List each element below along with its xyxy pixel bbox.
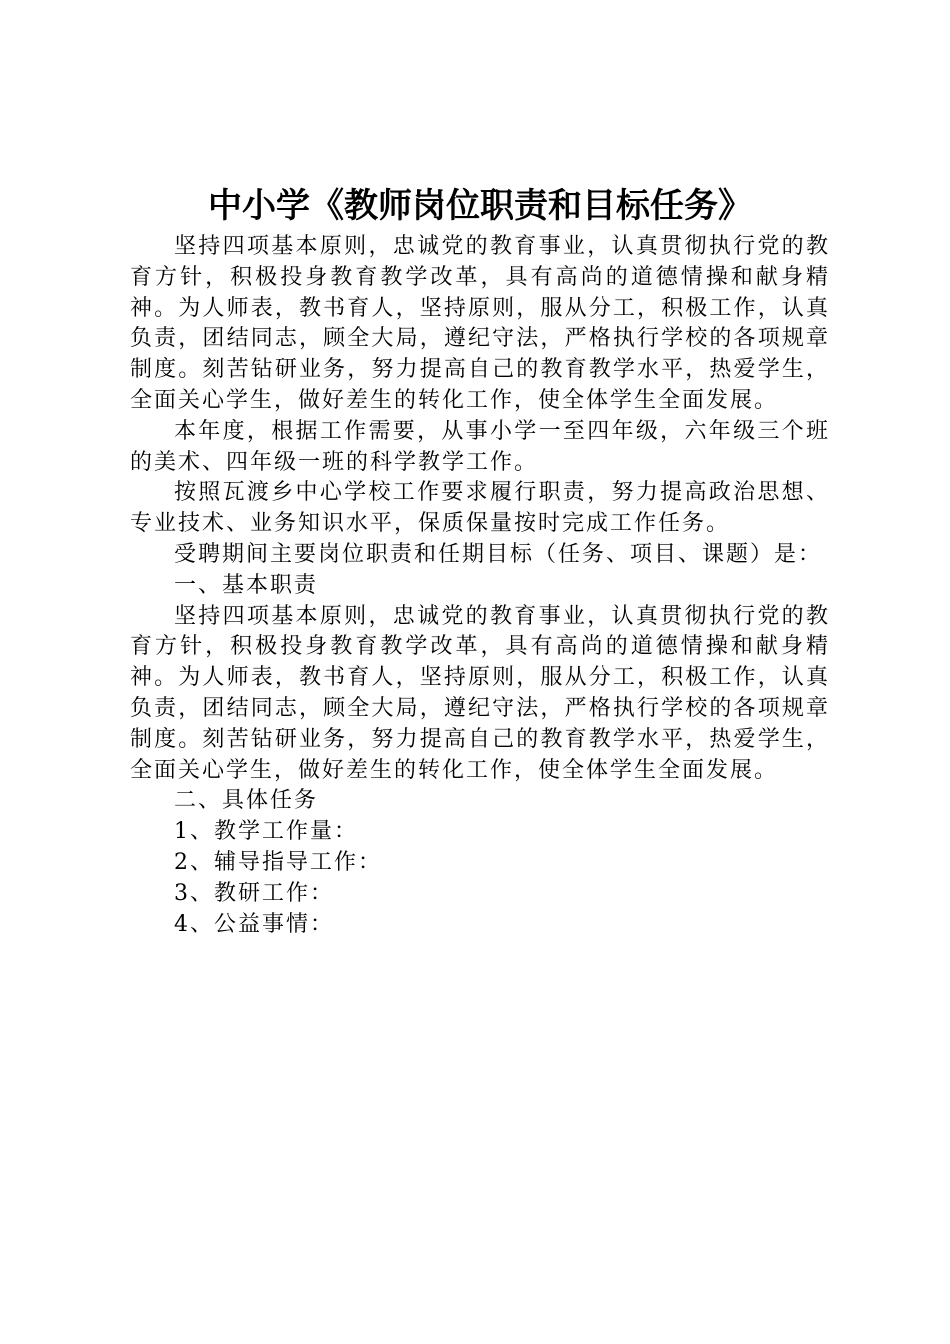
- term-goals-paragraph: 受聘期间主要岗位职责和任期目标（任务、项目、课题）是：: [174, 541, 823, 567]
- task-item-teaching-workload: 1、教学工作量：: [174, 819, 358, 845]
- section-heading-specific-tasks: 二、具体任务: [174, 788, 319, 814]
- task-item-research-work: 3、教研工作：: [174, 880, 334, 906]
- document-page: [130, 180, 830, 940]
- basic-duties-paragraph: 坚持四项基本原则，忠诚党的教育事业，认真贯彻执行党的教育方针，积极投身教育教学改革，具有高尚的道德情操和献身精神。为人师表，教书育人，坚持原则，服从分工，积极工作，认真负责，团结同志，顾全大局，遵纪守法，严格执行学校的各项规章制度。刻苦钻研业务，努力提高自己的教育教学水平，热爱学生，全面关心学生，做好差生的转化工作，使全体学生全面发展。: [130, 603, 830, 783]
- document-title: 中小学《教师岗位职责和目标任务》: [208, 186, 752, 226]
- task-item-public-service: 4、公益事情：: [174, 911, 334, 937]
- task-item-guidance-work: 2、辅导指导工作：: [174, 849, 382, 875]
- workload-paragraph: 本年度，根据工作需要，从事小学一至四年级，六年级三个班的美术、四年级一班的科学教学工作。: [130, 418, 830, 475]
- duty-paragraph: 按照瓦渡乡中心学校工作要求履行职责，努力提高政治思想、专业技术、业务知识水平，保质保量按时完成工作任务。: [130, 480, 830, 537]
- intro-paragraph: 坚持四项基本原则，忠诚党的教育事业，认真贯彻执行党的教育方针，积极投身教育教学改革，具有高尚的道德情操和献身精神。为人师表，教书育人，坚持原则，服从分工，积极工作，认真负责，团结同志，顾全大局，遵纪守法，严格执行学校的各项规章制度。刻苦钻研业务，努力提高自己的教育教学水平，热爱学生，全面关心学生，做好差生的转化工作，使全体学生全面发展。: [130, 234, 830, 413]
- section-heading-basic-duties: 一、基本职责: [174, 572, 319, 598]
